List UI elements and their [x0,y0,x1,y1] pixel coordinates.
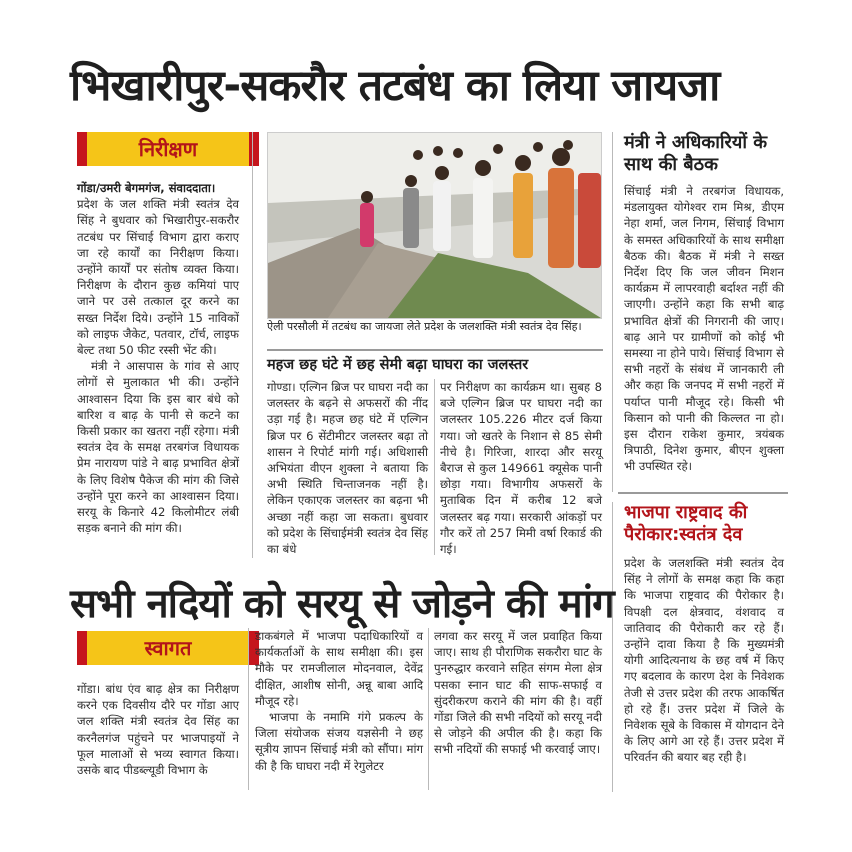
ghaghra-text-2: पर निरीक्षण का कार्यक्रम था। सुबह 8 बजे एल्गिन ब्रिज पर घाघरा नदी का जलस्तर 105.226 मीटर दर्ज किया गया। जो खतरे के निशान से 85 सेमी नीचे है। गिरिजा, शारदा और सरयू बैराज से कुल 149661 क्यूसेक पानी छोड़ा गया। विभागीय अफसरों के मुताबिक दिन में करीब 12 बजे जलस्तर बढ़ गया। सरकारी आंकड़ों पर गौर करें तो 257 मिमी वर्षा रिकार्ड की गई। [440,380,602,557]
bjp-column [624,555,784,766]
tag-welcome: स्वागत [77,631,259,665]
story2-text-2b: भाजपा के नमामि गंगे प्रकल्प के जिला संयोजक संजय यज्ञसेनी ने छह सूत्रीय ज्ञापन सिंचाई मंत्री को सौंपा। मांग की है कि घाघरा नदी में रेगुलेटर [255,710,423,773]
column-divider [248,628,249,790]
meeting-column [624,183,784,475]
bjp-heading: भाजपा राष्ट्रवाद की पैरोकार:स्वतंत्र देव [624,502,748,545]
column-divider [612,502,613,792]
tag-inspection: निरीक्षण [77,132,259,166]
ghaghra-column-1 [267,379,428,557]
story2-column-2 [255,628,423,774]
headline-bottom: सभी नदियों को सरयू से जोड़ने की मांग [70,581,614,627]
ghaghra-column-2 [440,379,602,557]
section-rule [618,492,788,494]
story2-text-1: गोंडा। बांध एंव बाढ़ क्षेत्र का निरीक्षण करने एक दिवसीय दौरे पर गोंडा आए जल शक्ति मंत्री स्वतंत्र देव सिंह का करनैलगंज पहुंचने पर भाजपाइयों ने फूल मालाओं से भव्य स्वागत किया। उसके बाद पीडब्ल्यूडी विभाग के [77,682,239,778]
meeting-text: सिंचाई मंत्री ने तरबगंज विधायक, मंडलायुक्त योगेश्वर राम मिश्र, डीएम नेहा शर्मा, जल निगम, सिंचाई विभाग के समस्त अधिकारियों के साथ समीक्षा बैठक की। बैठक में मंत्री ने सख्त निर्देश दिए कि जल जीवन मिशन कार्यक्रम में लापरवाही बर्दाश्त नहीं की जाएगी। उन्होंने कहा कि सभी बाढ़ प्रभावित क्षेत्रों की निगरानी की जाए। बाढ़ आने पर ग्रामीणों को कोई भी समस्या ना होने पाये। सिंचाई विभाग से सभी नहरों के संबंध में जानकारी ली और कहा कि जनपद में सभी नहरों में पर्याप्त पानी मौजूद रहे। किसी भी किसान को पानी की किल्लत ना हो। इस दौरान राकेश कुमार, त्रयंबक त्रिपाठी, दिनेश कुमार, बीएन शुक्ला भी उपस्थित रहे। [624,184,784,474]
column-divider [428,628,429,790]
news-photo [267,132,602,319]
meeting-heading: मंत्री ने अधिकारियों के साथ की बैठक [624,132,768,175]
column-divider [434,379,435,555]
story1-dateline: गोंडा/उमरी बेगमगंज, संवाददाता। [77,181,216,195]
story1-paragraph-1: प्रदेश के जल शक्ति मंत्री स्वतंत्र देव सिंह ने बुधवार को भिखारीपुर-सकरौर तटबंध पर सिंचाई विभाग द्वारा कराए जा रहे कार्यों का निरीक्षण किया। उन्होंने कार्यों पर संतोष व्यक्त किया। निरीक्षण के दौरान कुछ कमियां पाए जाने पर उसे तत्काल दूर करने का सख्त निर्देश दिये। उन्होंने 15 नाविकों को लाइफ जैकेट, पतवार, टॉर्च, लाइफ बेल्ट तथा 50 फीट रस्सी भेंट की। [77,197,239,358]
story2-column-1 [77,681,239,778]
bjp-text: प्रदेश के जलशक्ति मंत्री स्वतंत्र देव सिंह ने लोगों के समक्ष कहा कि कहा कि भाजपा राष्ट्रवाद की पैरोकार है। विपक्षी दल क्षेत्रवाद, वंशवाद व जातिवाद की पैरोकारी कर रहे हैं। उन्होंने दावा किया है कि मुख्यमंत्री योगी आदित्यनाथ के छह वर्ष में किए गए बदलाव के कारण देश के निवेशक तेजी से उत्तर प्रदेश की तरफ आकर्षित हो रहे हैं। उत्तर प्रदेश में जिले के निवेशक सूबे के विकास में योगदान देने के लिए आगे आ रहे हैं। उत्तर प्रदेश में परिवर्तन की बयार बह रही है। [624,556,784,765]
story2-text-2a: डाकबंगले में भाजपा पदाधिकारियों व कार्यकर्ताओं के साथ समीक्षा की। इस मौके पर रामजीलाल मोदनवाल, देवेंद्र दीक्षित, आशीष सोनी, अन्नू बाबा आदि मौजूद रहे। [255,629,423,708]
story2-text-3: लगवा कर सरयू में जल प्रवाहित किया जाए। साथ ही पौराणिक सकरौरा घाट के पुनरुद्धार करवाने सहित संगम मेला क्षेत्र पसका स्नान घाट की साफ-सफाई व सुंदरीकरण कराने की मांग की है। वहीं गोंडा जिले की सभी नदियों को सरयू नदी से जोड़ने की अपील की है। कहा कि सभी नदियों की सफाई भी करवाई जाए। [434,629,602,757]
story1-paragraph-2: मंत्री ने आसपास के गांव से आए लोगों से मुलाकात भी की। उन्होंने आश्वासन दिया कि इस बार बंधे को बारिश व बाढ़ के पानी से कटने का किसी प्रकार का खतरा नहीं रहेगा। मंत्री स्वतंत्र देव के समक्ष तरबगंज विधायक प्रेम नारायण पांडे ने बाढ़ प्रभावित क्षेत्रों के लिए विशेष पैकेज की मांग की जिसे उन्होंने पूरा करने का आश्वासन दिया। सरयू के किनारे 42 किलोमीटर लंबी सड़क बनाने की मांग की। [77,359,239,536]
ghaghra-heading: महज छह घंटे में छह सेमी बढ़ा घाघरा का जलस्तर [267,357,529,373]
photo-caption: ऐली परसौली में तटबंध का जायजा लेते प्रदेश के जलशक्ति मंत्री स्वतंत्र देव सिंह। [267,320,582,333]
story1-column [77,180,239,536]
headline-top: भिखारीपुर-सकरौर तटबंध का लिया जायजा [70,61,720,111]
column-divider [612,132,613,492]
ghaghra-text-1: गोण्डा। एल्गिन ब्रिज पर घाघरा नदी का जलस्तर के बढ़ने से अफसरों की नींद उड़ा गई है। महज छह घंटे में एल्गिन ब्रिज पर 6 सेंटीमीटर जलस्तर बढ़ा तो शासन ने रिपोर्ट मांगी गई। अधिशासी अभियंता वीएन शुक्ला ने बताया कि अभी स्थिति चिन्ताजनक नहीं है। लेकिन एकाएक जलस्तर का बढ़ना भी अच्छा नहीं कहा जा सकता। बुधवार को प्रदेश के सिंचाईमंत्री स्वतंत्र देव सिंह का बंधे [267,380,428,557]
news-photo-image [268,133,601,318]
column-divider [252,132,253,558]
section-rule [267,349,603,351]
story2-column-3 [434,628,602,758]
